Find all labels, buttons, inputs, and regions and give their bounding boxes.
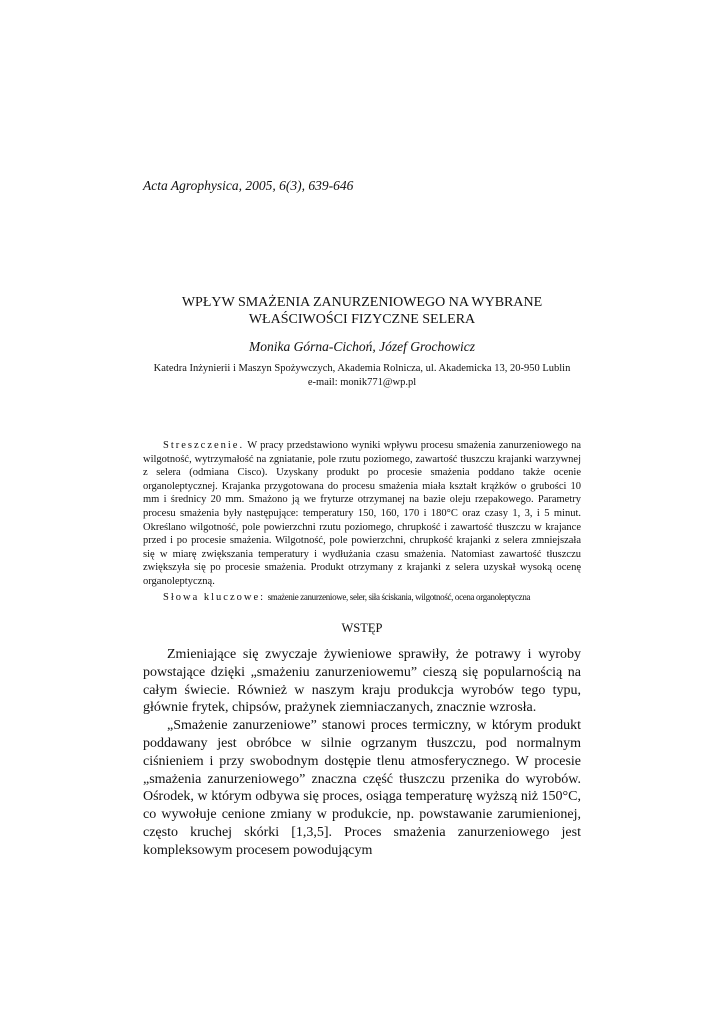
body-text [143, 646, 581, 860]
keywords [143, 591, 581, 605]
paper-title-line-1: WPŁYW SMAŻENIA ZANURZENIOWEGO NA WYBRANE [181, 295, 543, 310]
author-email: e-mail: monik771@wp.pl [307, 376, 417, 388]
section-heading: WSTĘP [341, 621, 383, 635]
keywords-values: smażenie zanurzeniowe, seler, siła ściskania, wilgotność, ocena organoleptyczna [267, 591, 531, 602]
abstract-label: Streszczenie. [163, 440, 245, 451]
affiliation [100, 362, 624, 389]
paper-title-line-2: WŁAŚCIWOŚCI FIZYCZNE SELERA [248, 311, 476, 327]
body-paragraph-1: Zmieniające się zwyczaje żywieniowe sprawiły, że potrawy i wyroby powstające dzięki „smażeniu zanurzeniowemu” cieszą się popularnością na całym świecie. Również w naszym kraju produkcja wyrobów tego typu, głównie frytek, chipsów, prażynek ziemniaczanych, znacznie wzrosła. [143, 647, 581, 716]
body-paragraph-2: „Smażenie zanurzeniowe” stanowi proces termiczny, w którym produkt poddawany jest obróbce w silnie ogrzanym tłuszczu, pod normalnym ciśnieniem i przy swobodnym dostępie tlenu atmosferycznego. W procesie „smażenia zanurzeniowego” znaczna część tłuszczu przenika do wyrobów. Ośrodek, w którym odbywa się proces, osiąga temperaturę wyższą niż 150°C, co wywołuje cenione zmiany w produkcie, np. powstawanie zarumienionej, często kruchej skórki [1,3,5]. Proces smażenia zanurzeniowego jest kompleksowym procesem powodującym [143, 718, 581, 858]
affiliation-address: Katedra Inżynierii i Maszyn Spożywczych, Akademia Rolnicza, ul. Akademicka 13, 20-950 Lublin [153, 363, 571, 374]
journal-reference: Acta Agrophysica, 2005, 6(3), 639-646 [143, 178, 354, 193]
keywords-label: Słowa kluczowe: [163, 591, 266, 603]
abstract-text: W pracy przedstawiono wyniki wpływu procesu smażenia zanurzeniowego na wilgotność, wytrzymałość na zgniatanie, pole rzutu poziomego, zawartość tłuszczu krajanki warzywnej z selera (odmiana Cisco). Uzyskany produkt po procesie smażenia poddano także ocenie organoleptycznej. Krajanka przygotowana do procesu smażenia miała kształt krążków o grubości 10 mm i średnicy 20 mm. Smażono ją we fryturze otrzymanej na bazie oleju rzepakowego. Parametry procesu smażenia były następujące: temperatury 150, 160, 170 i 180°C oraz czasy 1, 3, i 5 minut. Określano wilgotność, pole powierzchni rzutu poziomego, chrupkość i zawartość tłuszczu w krajance przed i po procesie smażenia. Wilgotność, pole powierzchni, chrupkość krajanki z selera zmniejszała się w miarę zwiększania temperatury i wydłużania czasu smażenia. Natomiast zawartość tłuszczu zwiększyła się po procesie smażenia. Produkt otrzymany z krajanki z selera uzyskał wysoką ocenę organoleptyczną. [143, 440, 581, 587]
paper-title [100, 295, 624, 328]
abstract-paragraph [143, 439, 581, 589]
authors: Monika Górna-Cichoń, Józef Grochowicz [249, 339, 475, 354]
abstract [143, 439, 581, 604]
